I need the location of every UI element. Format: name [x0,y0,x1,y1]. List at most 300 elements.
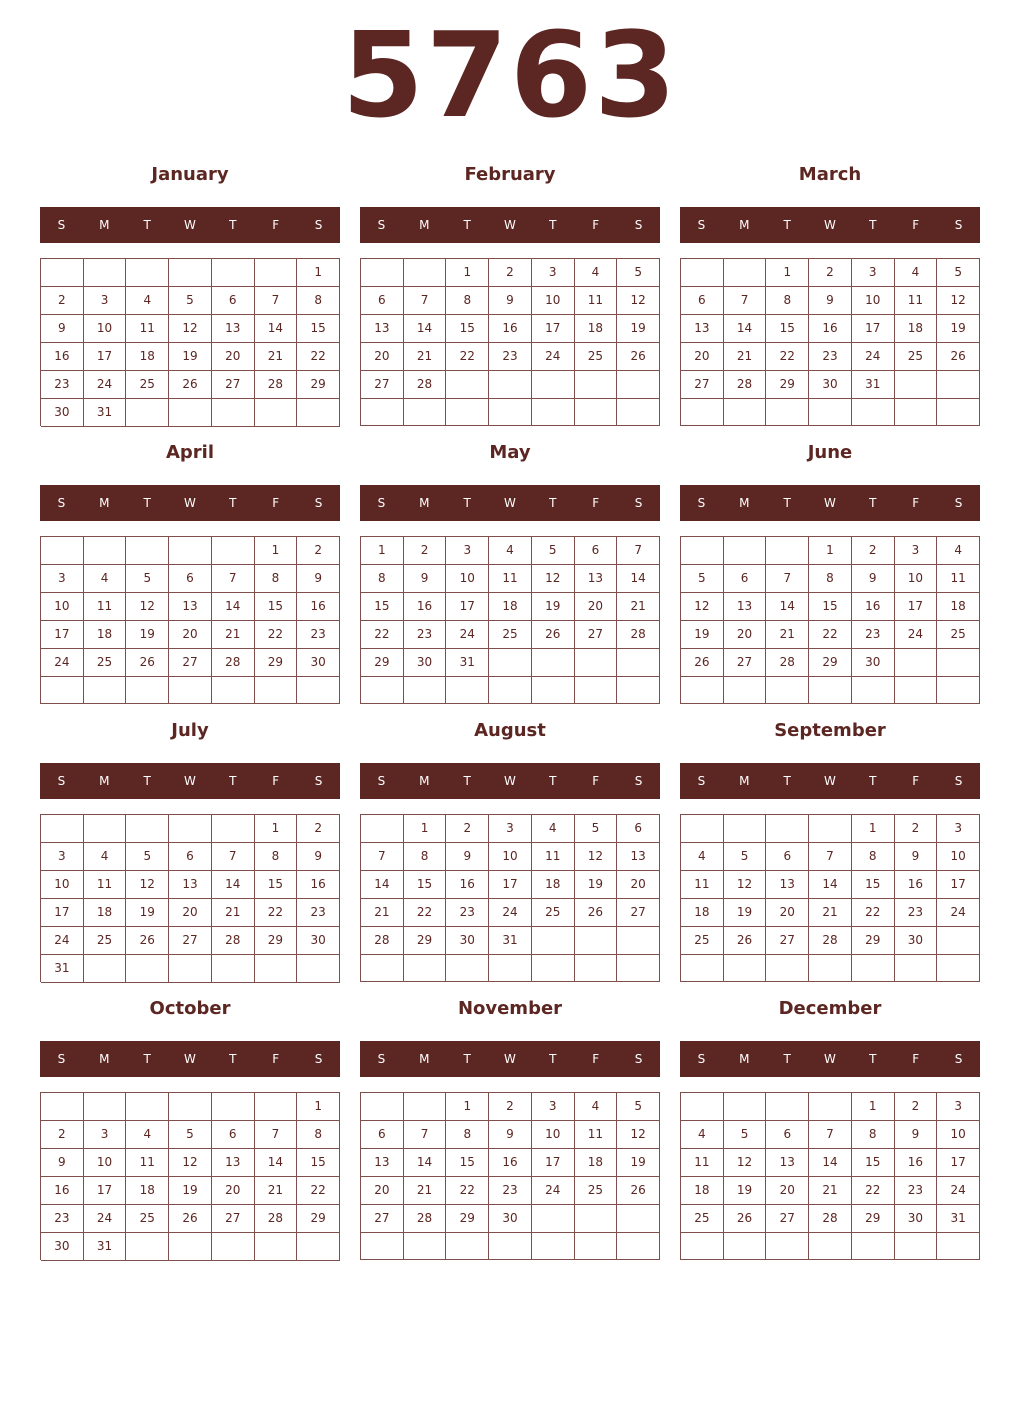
day-cell: 25 [575,1177,618,1205]
empty-day-cell [84,955,127,983]
empty-day-cell [766,537,809,565]
day-cell: 28 [809,1205,852,1233]
day-cell: 16 [404,593,447,621]
weekday-label: S [377,496,386,510]
day-cell: 26 [575,899,618,927]
empty-day-cell [681,259,724,287]
month-name: December [778,998,882,1019]
day-cell: 7 [617,537,660,565]
empty-day-cell [895,955,938,982]
day-cell: 20 [169,899,212,927]
day-cell: 25 [532,899,575,927]
day-cell: 18 [681,899,724,927]
day-cell: 14 [404,1149,447,1177]
weekday-label: T [143,1052,151,1066]
empty-day-cell [212,677,255,704]
day-cell: 28 [617,621,660,649]
weekday-header [360,207,660,243]
day-cell: 25 [937,621,980,649]
weekday-label: S [57,218,66,232]
day-cell: 17 [895,593,938,621]
empty-day-cell [724,399,767,426]
empty-day-cell [297,399,340,427]
day-cell: 19 [169,1177,212,1205]
day-cell: 18 [575,1149,618,1177]
empty-day-cell [212,1093,255,1121]
day-cell: 29 [297,1205,340,1233]
weekday-label: F [592,496,600,510]
day-cell: 14 [809,871,852,899]
day-cell: 3 [895,537,938,565]
day-cell: 30 [404,649,447,677]
day-cell: 8 [852,1121,895,1149]
empty-day-cell [895,649,938,677]
day-cell: 21 [361,899,404,927]
day-cell: 21 [212,621,255,649]
day-cell: 20 [575,593,618,621]
day-cell: 24 [84,1205,127,1233]
day-cell: 13 [681,315,724,343]
day-cell: 1 [852,1093,895,1121]
weekday-label: T [549,774,557,788]
day-cell: 4 [126,1121,169,1149]
weekday-label: W [504,496,516,510]
weekday-header [360,763,660,799]
weekday-label: T [229,496,237,510]
day-cell: 5 [126,843,169,871]
day-cell: 28 [255,1205,298,1233]
day-cell: 17 [532,315,575,343]
day-cell: 25 [489,621,532,649]
day-cell: 15 [297,1149,340,1177]
weekday-label: S [314,774,323,788]
day-cell: 28 [212,927,255,955]
empty-day-cell [681,537,724,565]
day-cell: 27 [766,927,809,955]
day-cell: 14 [212,593,255,621]
empty-day-cell [617,955,660,982]
day-cell: 4 [681,1121,724,1149]
day-cell: 15 [852,1149,895,1177]
empty-day-cell [446,677,489,704]
day-cell: 2 [41,1121,84,1149]
empty-day-cell [212,1233,255,1261]
day-cell: 29 [809,649,852,677]
day-cell: 12 [681,593,724,621]
day-cell: 12 [169,1149,212,1177]
empty-day-cell [169,259,212,287]
day-cell: 2 [809,259,852,287]
empty-day-cell [126,1093,169,1121]
day-cell: 9 [41,315,84,343]
weekday-label: M [739,1052,750,1066]
day-cell: 2 [489,1093,532,1121]
day-cell: 19 [724,899,767,927]
weekday-label: M [739,496,750,510]
day-cell: 30 [895,1205,938,1233]
day-cell: 10 [532,1121,575,1149]
empty-day-cell [895,677,938,704]
empty-day-cell [724,259,767,287]
empty-day-cell [361,1233,404,1260]
empty-day-cell [724,815,767,843]
empty-day-cell [297,955,340,983]
weekday-label: S [377,774,386,788]
day-cell: 1 [446,1093,489,1121]
day-cell: 28 [255,371,298,399]
day-cell: 11 [895,287,938,315]
empty-day-cell [532,649,575,677]
month-name: August [474,720,546,741]
day-grid [680,814,980,982]
empty-day-cell [575,927,618,955]
day-cell: 22 [446,1177,489,1205]
empty-day-cell [617,649,660,677]
empty-day-cell [126,537,169,565]
day-cell: 7 [255,1121,298,1149]
day-cell: 17 [937,1149,980,1177]
weekday-label: T [143,496,151,510]
empty-day-cell [169,537,212,565]
empty-day-cell [41,537,84,565]
day-cell: 18 [489,593,532,621]
day-cell: 22 [404,899,447,927]
day-cell: 17 [41,621,84,649]
empty-day-cell [766,815,809,843]
day-cell: 30 [297,927,340,955]
day-cell: 1 [255,815,298,843]
day-cell: 8 [809,565,852,593]
empty-day-cell [895,1233,938,1260]
day-cell: 2 [297,815,340,843]
day-cell: 8 [255,843,298,871]
day-cell: 17 [84,1177,127,1205]
day-cell: 25 [84,649,127,677]
day-cell: 19 [617,315,660,343]
empty-day-cell [766,1233,809,1260]
day-cell: 16 [895,1149,938,1177]
weekday-label: T [463,218,471,232]
weekday-label: T [229,218,237,232]
day-cell: 22 [297,1177,340,1205]
day-cell: 9 [895,843,938,871]
day-cell: 25 [681,927,724,955]
empty-day-cell [212,259,255,287]
day-cell: 9 [809,287,852,315]
day-cell: 14 [724,315,767,343]
day-cell: 6 [212,287,255,315]
day-cell: 1 [404,815,447,843]
weekday-label: T [229,774,237,788]
day-cell: 22 [446,343,489,371]
day-cell: 7 [404,1121,447,1149]
day-cell: 5 [575,815,618,843]
weekday-label: T [783,218,791,232]
day-cell: 28 [404,371,447,399]
day-cell: 3 [84,287,127,315]
day-cell: 23 [404,621,447,649]
month-name: September [774,720,886,741]
day-cell: 24 [41,649,84,677]
day-cell: 19 [532,593,575,621]
day-cell: 18 [84,621,127,649]
day-cell: 7 [766,565,809,593]
day-cell: 26 [724,927,767,955]
day-cell: 1 [297,1093,340,1121]
empty-day-cell [361,1093,404,1121]
empty-day-cell [937,371,980,399]
day-cell: 30 [446,927,489,955]
day-cell: 28 [212,649,255,677]
day-grid [40,814,340,982]
day-cell: 20 [681,343,724,371]
day-cell: 9 [41,1149,84,1177]
day-cell: 4 [489,537,532,565]
day-cell: 6 [361,1121,404,1149]
weekday-label: T [549,1052,557,1066]
weekday-label: M [419,496,430,510]
day-cell: 15 [446,315,489,343]
day-cell: 21 [809,1177,852,1205]
day-cell: 31 [852,371,895,399]
empty-day-cell [617,927,660,955]
empty-day-cell [532,955,575,982]
empty-day-cell [766,955,809,982]
weekday-header [680,485,980,521]
month-name: April [165,442,215,463]
day-cell: 14 [617,565,660,593]
day-cell: 14 [361,871,404,899]
weekday-header [40,485,340,521]
day-cell: 6 [724,565,767,593]
day-cell: 20 [169,621,212,649]
empty-day-cell [361,259,404,287]
day-cell: 29 [255,927,298,955]
day-cell: 26 [126,649,169,677]
day-cell: 24 [84,371,127,399]
empty-day-cell [575,649,618,677]
empty-day-cell [532,399,575,426]
day-cell: 12 [724,871,767,899]
empty-day-cell [575,1205,618,1233]
day-cell: 3 [532,259,575,287]
empty-day-cell [724,1233,767,1260]
empty-day-cell [724,677,767,704]
day-cell: 25 [575,343,618,371]
empty-day-cell [809,955,852,982]
day-cell: 2 [895,815,938,843]
day-cell: 8 [297,1121,340,1149]
day-cell: 23 [297,621,340,649]
month-name: October [149,998,231,1019]
empty-day-cell [489,399,532,426]
day-cell: 16 [895,871,938,899]
day-cell: 27 [724,649,767,677]
day-cell: 19 [681,621,724,649]
day-cell: 28 [724,371,767,399]
weekday-label: W [184,496,196,510]
empty-day-cell [84,1093,127,1121]
day-cell: 27 [575,621,618,649]
day-cell: 12 [617,1121,660,1149]
day-cell: 3 [937,815,980,843]
weekday-label: T [143,774,151,788]
day-cell: 11 [575,1121,618,1149]
day-cell: 7 [404,287,447,315]
day-cell: 25 [126,371,169,399]
empty-day-cell [41,815,84,843]
day-cell: 7 [809,1121,852,1149]
weekday-label: F [912,496,920,510]
empty-day-cell [809,399,852,426]
day-cell: 4 [126,287,169,315]
day-cell: 21 [404,1177,447,1205]
empty-day-cell [255,399,298,427]
day-cell: 26 [681,649,724,677]
day-cell: 16 [41,343,84,371]
day-cell: 12 [724,1149,767,1177]
day-cell: 20 [212,343,255,371]
day-cell: 21 [255,343,298,371]
empty-day-cell [489,955,532,982]
day-cell: 6 [169,843,212,871]
weekday-label: T [143,218,151,232]
day-cell: 23 [446,899,489,927]
day-cell: 1 [255,537,298,565]
day-cell: 11 [489,565,532,593]
weekday-label: T [549,218,557,232]
weekday-label: M [99,774,110,788]
weekday-label: M [419,218,430,232]
weekday-header [680,1041,980,1077]
day-cell: 23 [852,621,895,649]
day-cell: 23 [809,343,852,371]
empty-day-cell [126,1233,169,1261]
empty-day-cell [532,677,575,704]
day-cell: 31 [937,1205,980,1233]
weekday-label: T [869,496,877,510]
empty-day-cell [617,399,660,426]
empty-day-cell [446,955,489,982]
day-cell: 15 [404,871,447,899]
empty-day-cell [489,1233,532,1260]
day-cell: 3 [489,815,532,843]
weekday-label: F [592,1052,600,1066]
day-cell: 21 [724,343,767,371]
day-cell: 2 [895,1093,938,1121]
empty-day-cell [446,399,489,426]
empty-day-cell [937,1233,980,1260]
weekday-header [360,1041,660,1077]
day-cell: 27 [212,371,255,399]
day-cell: 28 [361,927,404,955]
day-cell: 16 [809,315,852,343]
day-cell: 9 [489,287,532,315]
empty-day-cell [446,371,489,399]
day-cell: 9 [895,1121,938,1149]
weekday-label: T [783,496,791,510]
day-grid [680,1092,980,1260]
empty-day-cell [852,677,895,704]
day-cell: 13 [766,871,809,899]
day-cell: 4 [84,843,127,871]
empty-day-cell [681,1093,724,1121]
weekday-label: W [184,774,196,788]
empty-day-cell [446,1233,489,1260]
day-cell: 6 [212,1121,255,1149]
day-cell: 5 [126,565,169,593]
day-cell: 20 [724,621,767,649]
weekday-label: S [57,774,66,788]
weekday-label: W [824,774,836,788]
day-cell: 1 [852,815,895,843]
weekday-label: S [377,218,386,232]
day-cell: 7 [724,287,767,315]
empty-day-cell [404,1093,447,1121]
weekday-label: S [314,218,323,232]
day-cell: 8 [446,287,489,315]
day-cell: 30 [895,927,938,955]
day-cell: 27 [681,371,724,399]
empty-day-cell [212,399,255,427]
day-cell: 26 [169,1205,212,1233]
day-cell: 22 [852,899,895,927]
day-cell: 21 [766,621,809,649]
day-cell: 22 [297,343,340,371]
empty-day-cell [766,399,809,426]
day-cell: 18 [126,1177,169,1205]
day-cell: 3 [937,1093,980,1121]
empty-day-cell [169,399,212,427]
day-cell: 22 [361,621,404,649]
day-cell: 23 [489,1177,532,1205]
day-cell: 23 [41,371,84,399]
weekday-label: M [419,774,430,788]
empty-day-cell [937,955,980,982]
day-cell: 30 [852,649,895,677]
empty-day-cell [937,649,980,677]
day-cell: 12 [169,315,212,343]
weekday-label: S [954,1052,963,1066]
day-cell: 15 [297,315,340,343]
day-cell: 23 [895,1177,938,1205]
weekday-label: S [634,496,643,510]
day-cell: 20 [766,899,809,927]
day-cell: 19 [617,1149,660,1177]
day-cell: 10 [446,565,489,593]
day-cell: 18 [895,315,938,343]
day-cell: 29 [404,927,447,955]
weekday-label: S [954,496,963,510]
empty-day-cell [169,1233,212,1261]
weekday-label: S [57,496,66,510]
empty-day-cell [255,1233,298,1261]
day-cell: 1 [297,259,340,287]
month-name: February [464,164,556,185]
weekday-label: F [272,1052,280,1066]
empty-day-cell [126,815,169,843]
day-cell: 18 [84,899,127,927]
empty-day-cell [126,399,169,427]
day-cell: 6 [361,287,404,315]
day-cell: 4 [895,259,938,287]
empty-day-cell [809,1233,852,1260]
weekday-label: S [57,1052,66,1066]
day-cell: 20 [361,343,404,371]
empty-day-cell [895,399,938,426]
day-grid [40,536,340,704]
day-cell: 11 [681,871,724,899]
